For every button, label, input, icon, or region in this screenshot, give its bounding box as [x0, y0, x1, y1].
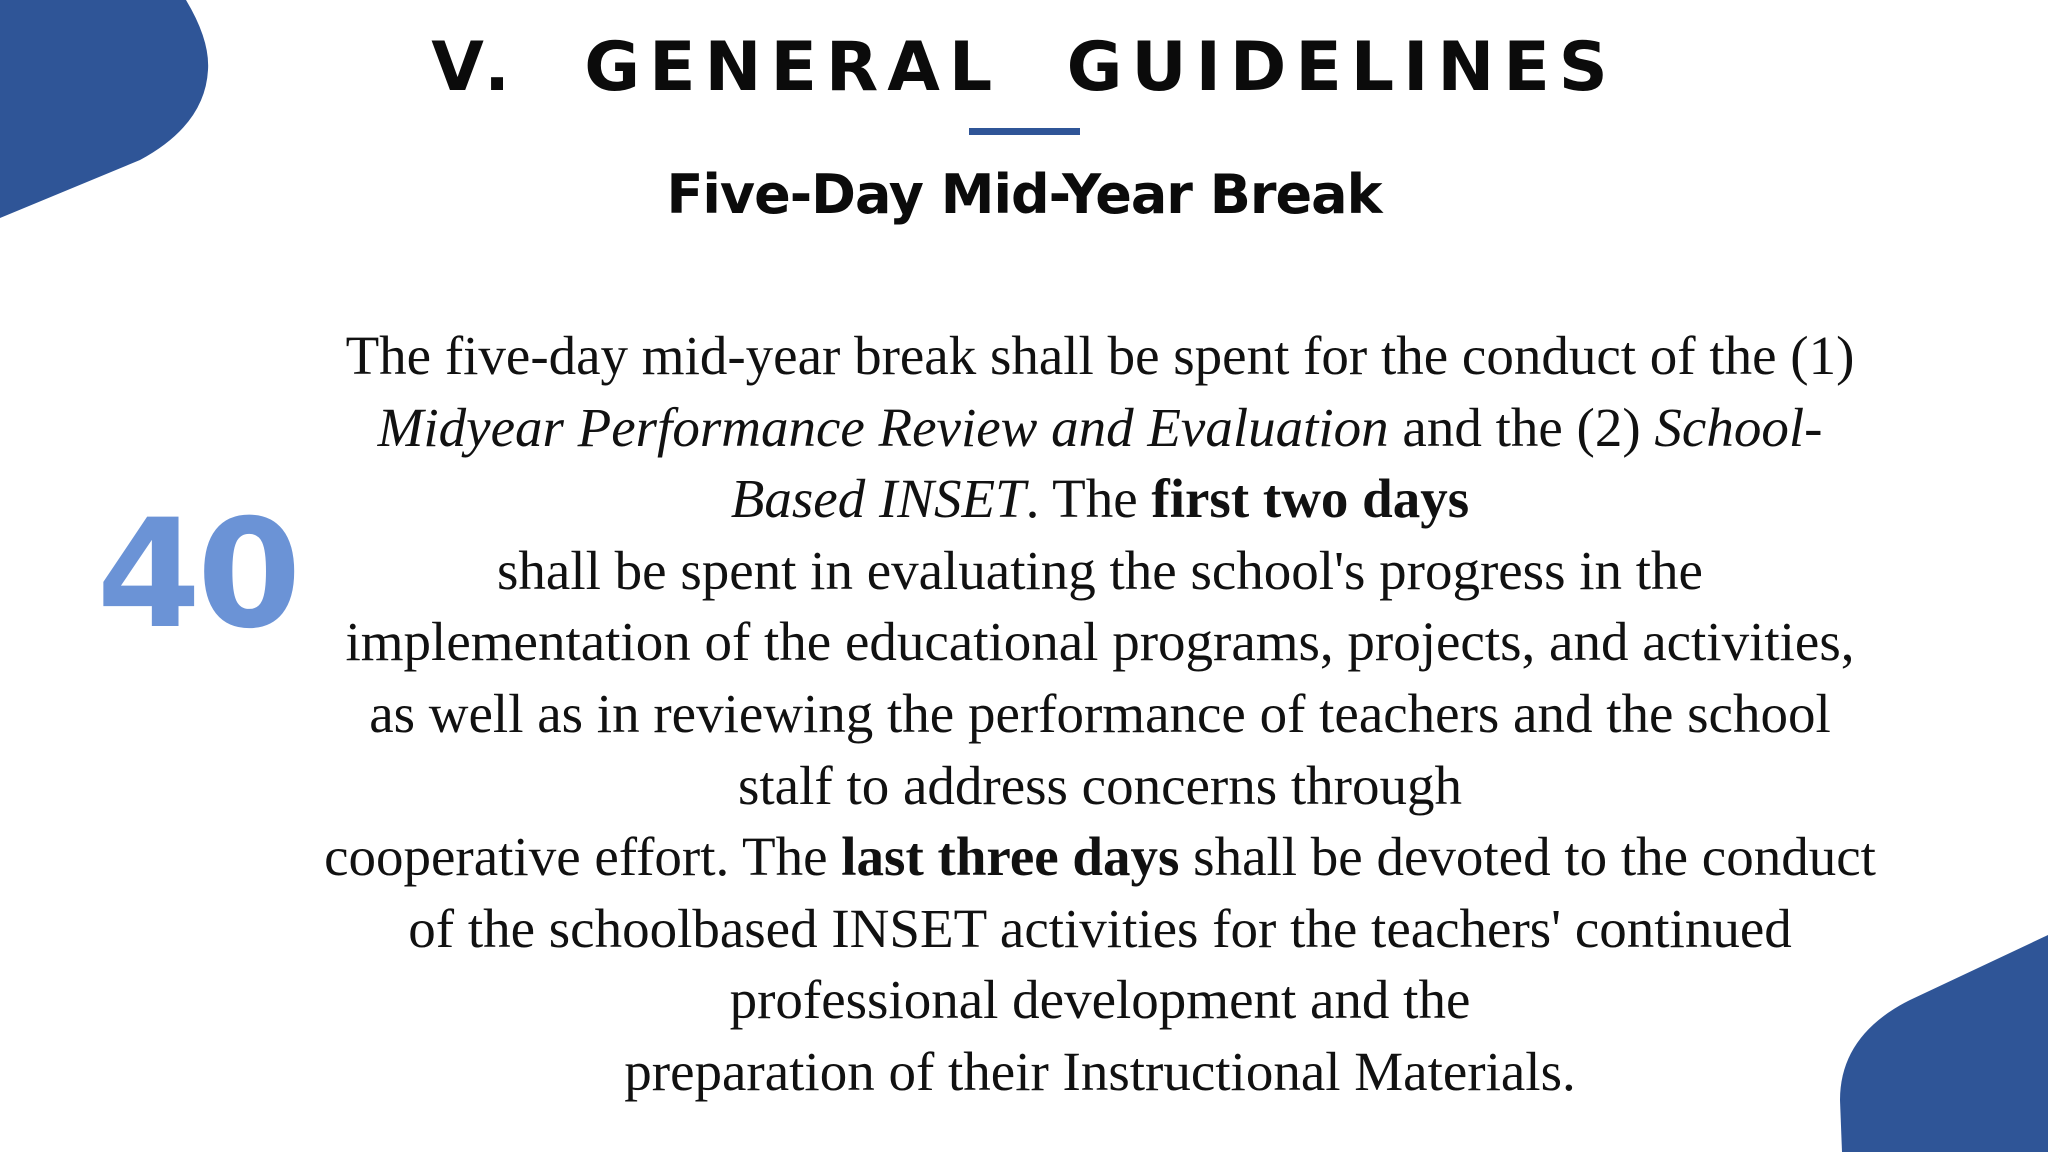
slide-title: V. GENERAL GUIDELINES: [431, 28, 1617, 107]
body-text-italic: Midyear Performance Review and Evaluation: [377, 396, 1389, 458]
body-text-bold: last three days: [841, 826, 1180, 888]
title-underline: [969, 128, 1080, 135]
body-text-segment: . The: [1025, 468, 1152, 530]
body-text-segment: shall be devoted to the conduct of the schoolbased INSET activities for the teachers' continued professional development and the: [408, 826, 1876, 1031]
body-paragraph: [320, 320, 1880, 1108]
body-text-segment: cooperative effort. The: [324, 826, 842, 888]
body-text-italic: School-Based INSET: [730, 396, 1823, 530]
body-text-segment: and the (2): [1388, 396, 1655, 458]
page-number: 40: [96, 488, 298, 662]
body-text-segment: shall be spent in evaluating the school's progress in the implementation of the educational programs, projects, and activities, as well as in reviewing the performance of teachers and the school stalf to address concerns through: [345, 539, 1855, 816]
body-text-bold: first two days: [1151, 468, 1470, 530]
slide-subtitle: Five-Day Mid-Year Break: [666, 163, 1382, 226]
body-text-segment: The five-day mid-year break shall be spent for the conduct of the (1): [345, 325, 1855, 386]
body-text-segment: preparation of their Instructional Materials.: [624, 1040, 1576, 1102]
